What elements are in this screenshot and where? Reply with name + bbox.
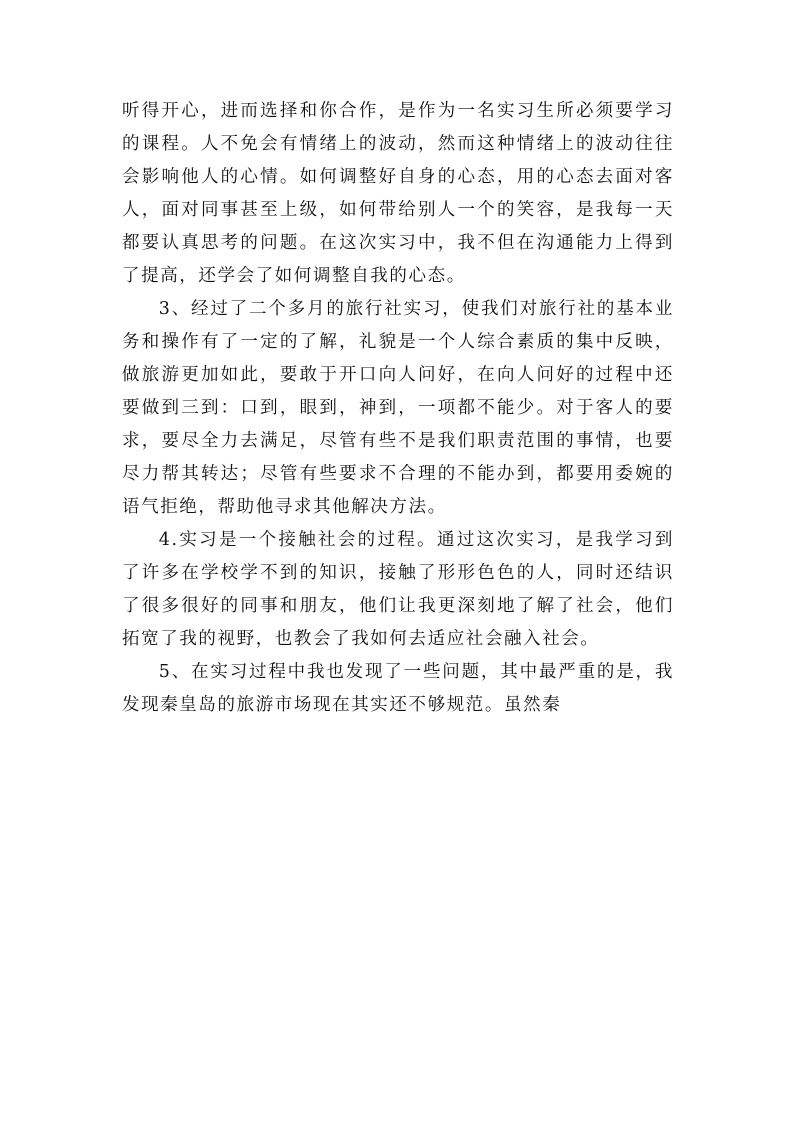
paragraph-2: 3、经过了二个多月的旅行社实习，使我们对旅行社的基本业务和操作有了一定的了解，礼貌是一个人综合素质的集中反映，做旅游更加如此，要敢于开口向人问好，在向人问好的过程中还要做到三到：口到，眼到，神到，一项都不能少。对于客人的要求，要尽全力去满足，尽管有些不是我们职责范围的事情，也要尽力帮其转达；尽管有些要求不合理的不能办到，都要用委婉的语气拒绝，帮助他寻求其他解决方法。 bbox=[122, 299, 674, 517]
paragraph-4: 5、在实习过程中我也发现了一些问题，其中最严重的是，我发现秦皇岛的旅游市场现在其实还不够规范。虽然秦 bbox=[122, 662, 674, 715]
document-body bbox=[122, 95, 674, 722]
paragraph-1: 听得开心，进而选择和你合作，是作为一名实习生所必须要学习的课程。人不免会有情绪上的波动，然而这种情绪上的波动往往会影响他人的心情。如何调整好自身的心态，用的心态去面对客人，面对同事甚至上级，如何带给别人一个的笑容，是我每一天都要认真思考的问题。在这次实习中，我不但在沟通能力上得到了提高，还学会了如何调整自我的心态。 bbox=[122, 101, 674, 286]
paragraph-3: 4.实习是一个接触社会的过程。通过这次实习，是我学习到了许多在学校学不到的知识，接触了形形色色的人，同时还结识了很多很好的同事和朋友，他们让我更深刻地了解了社会，他们拓宽了我的视野，也教会了我如何去适应社会融入社会。 bbox=[122, 530, 674, 649]
